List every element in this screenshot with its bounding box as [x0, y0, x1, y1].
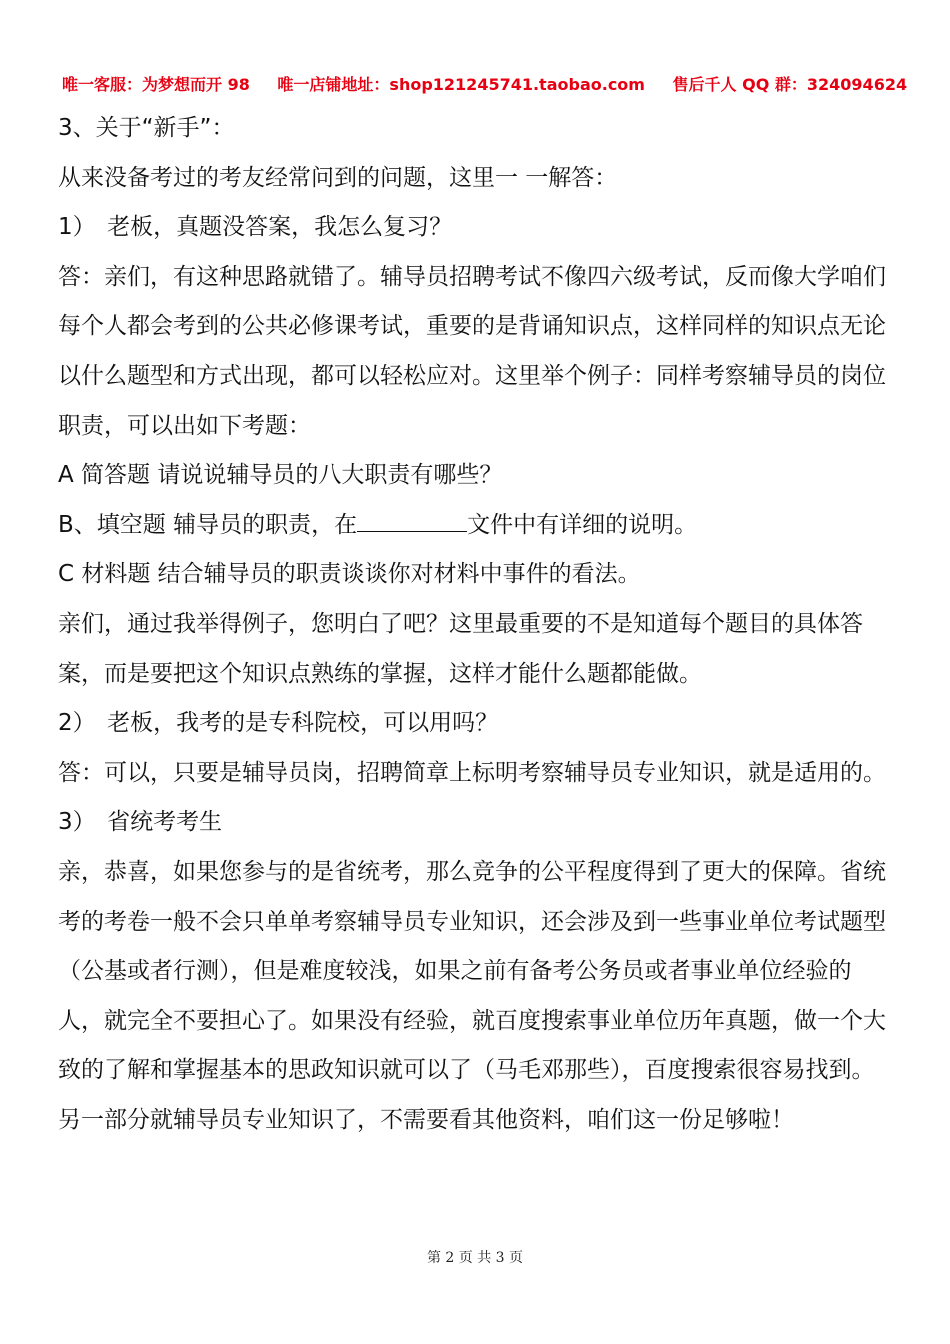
summary-paragraph: 亲们，通过我举得例子，您明白了吧？这里最重要的不是知道每个题目的具体答案，而是要把这个知识点熟练的掌握，这样才能什么题都能做。: [58, 610, 863, 687]
answer-2: 答：可以，只要是辅导员岗，招聘简章上标明考察辅导员专业知识，就是适用的。: [58, 759, 886, 786]
example-b-start: B、填空题 辅导员的职责，在: [58, 511, 358, 538]
qq-group-label: 售后千人 QQ 群：324094624: [672, 75, 908, 94]
header-contact-line: [62, 74, 932, 96]
document-body: [58, 104, 896, 1145]
shop-address-label: 唯一店铺地址：shop121245741.taobao.com: [277, 75, 645, 94]
fill-in-blank: [357, 509, 467, 532]
question-3: 3） 省统考考生: [58, 809, 223, 836]
page-number: 第 2 页 共 3 页: [426, 1250, 524, 1266]
example-a: A 简答题 请说说辅导员的八大职责有哪些？: [58, 462, 503, 489]
customer-service-label: 唯一客服：为梦想而开 98: [62, 75, 250, 94]
answer-3: 亲，恭喜，如果您参与的是省统考，那么竞争的公平程度得到了更大的保障。省统考的考卷一般不会只单单考察辅导员专业知识，还会涉及到一些事业单位考试题型（公基或者行测），但是难度较浅，如果之前有备考公务员或者事业单位经验的人，就完全不要担心了。如果没有经验，就百度搜索事业单位历年真题，做一个大致的了解和掌握基本的思政知识就可以了（马毛邓那些），百度搜索很容易找到。另一部分就辅导员专业知识了，不需要看其他资料，咱们这一份足够啦！: [58, 858, 886, 1133]
example-b-end: 文件中有详细的说明。: [467, 511, 698, 538]
example-b: [58, 501, 896, 551]
intro-paragraph: 从来没备考过的考友经常问到的问题，这里一 一解答：: [58, 164, 618, 191]
example-c: C 材料题 结合辅导员的职责谈谈你对材料中事件的看法。: [58, 561, 641, 588]
question-1: 1） 老板，真题没答案，我怎么复习？: [58, 214, 453, 241]
question-2: 2） 老板，我考的是专科院校，可以用吗？: [58, 710, 499, 737]
section-title: 3、关于“新手”：: [58, 115, 235, 141]
answer-1: 答：亲们，有这种思路就错了。辅导员招聘考试不像四六级考试，反而像大学咱们每个人都会考到的公共必修课考试，重要的是背诵知识点，这样同样的知识点无论以什么题型和方式出现，都可以轻松应对。这里举个例子：同样考察辅导员的岗位职责，可以出如下考题：: [58, 263, 886, 439]
